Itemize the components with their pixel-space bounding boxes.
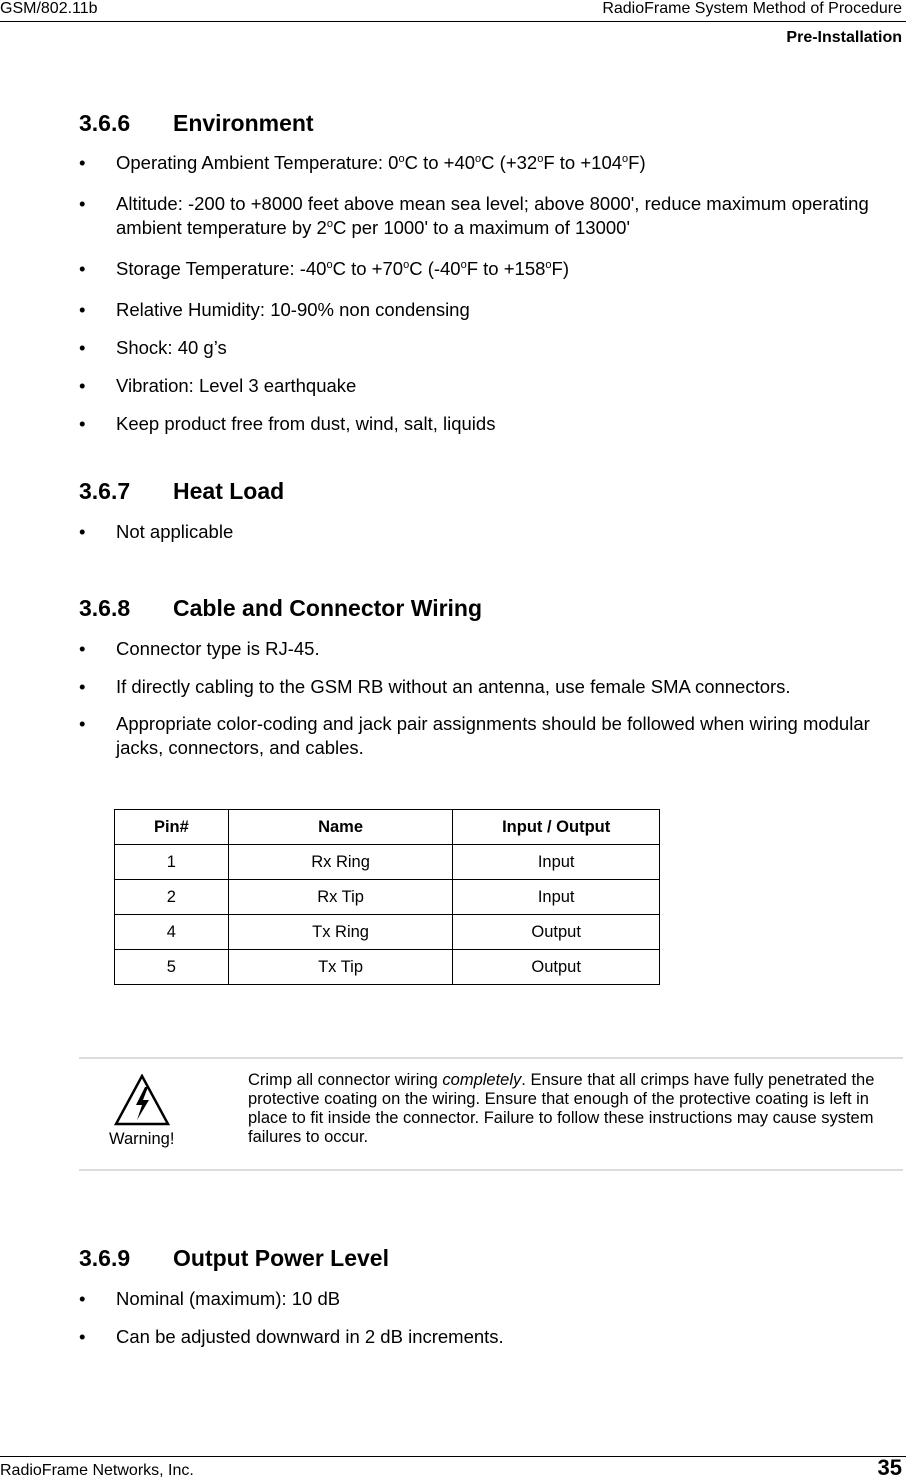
table-cell: 5: [115, 950, 229, 985]
warning-triangle-graphic: [114, 1074, 170, 1126]
footer-divider: [0, 1456, 906, 1457]
bullet: •: [79, 299, 86, 320]
warning-label: Warning!: [109, 1130, 175, 1148]
warning-bottom-rule: [79, 1169, 903, 1171]
list-item: [79, 675, 899, 699]
table-cell: 2: [115, 880, 229, 915]
degree-mark: o: [398, 153, 405, 165]
column-header: Pin#: [115, 810, 229, 845]
degree-mark: o: [545, 259, 552, 271]
table-header-row: [115, 810, 660, 845]
header-doc-id: GSM/802.11b: [0, 0, 98, 17]
item-text: Vibration: Level 3 earthquake: [116, 375, 357, 396]
header-doc-title: RadioFrame System Method of Procedure: [602, 0, 902, 17]
output-power-list: [79, 1287, 899, 1349]
item-text: Operating Ambient Temperature: 0: [116, 152, 399, 173]
header-divider: [0, 21, 906, 22]
item-text: C to +40: [404, 152, 476, 173]
item-text: Connector type is RJ-45.: [116, 638, 320, 659]
item-text: Altitude: -200 to +8000 feet above mean sea level; above 8000', reduce maximum operating ambient temperature by 2: [116, 193, 869, 238]
list-item: [79, 520, 899, 544]
degree-mark: o: [326, 259, 333, 271]
heading-title: Output Power Level: [173, 1245, 389, 1271]
item-text: Appropriate color-coding and jack pair assignments should be followed when wiring modular jacks, connectors, and cables.: [116, 713, 870, 758]
item-text: C (-40: [409, 258, 461, 279]
list-item: [79, 374, 899, 398]
page-number: 35: [877, 1455, 902, 1480]
heading-number: 3.6.8: [79, 595, 131, 621]
table-row: [115, 845, 660, 880]
item-text: C per 1000' to a maximum of 13000': [332, 217, 630, 238]
list-item: [79, 712, 899, 760]
degree-mark: o: [622, 153, 629, 165]
heading-number: 3.6.9: [79, 1245, 131, 1271]
bullet: •: [79, 1326, 86, 1347]
item-text: Storage Temperature: -40: [116, 258, 327, 279]
table-cell: Tx Ring: [228, 915, 453, 950]
item-text: C (+32: [481, 152, 538, 173]
table-cell: 1: [115, 845, 229, 880]
cable-list: [79, 637, 899, 760]
bullet: •: [79, 193, 86, 214]
bullet: •: [79, 713, 86, 734]
item-text: F): [628, 152, 646, 173]
table-cell: 4: [115, 915, 229, 950]
header-section-name: Pre-Installation: [786, 29, 902, 46]
heading-environment: [79, 110, 314, 137]
table-cell: Rx Tip: [228, 880, 453, 915]
bullet: •: [79, 337, 86, 358]
heading-title: Environment: [173, 110, 314, 136]
bullet: •: [79, 1288, 86, 1309]
warning-top-rule: [79, 1057, 903, 1059]
list-item: [79, 192, 899, 243]
table-row: [115, 915, 660, 950]
pin-assignment-table: [114, 809, 660, 985]
column-header: Input / Output: [453, 810, 660, 845]
heading-title: Cable and Connector Wiring: [173, 595, 483, 621]
footer-company: RadioFrame Networks, Inc.: [0, 1462, 194, 1479]
list-item: [79, 637, 899, 661]
heading-number: 3.6.7: [79, 478, 131, 504]
list-item: [79, 412, 899, 436]
warning-message: [248, 1071, 888, 1147]
list-item: [79, 336, 899, 360]
item-text: C to +70: [332, 258, 404, 279]
list-item: [79, 257, 899, 284]
lightning-warning-icon: [114, 1074, 170, 1126]
column-header: Name: [228, 810, 453, 845]
heading-number: 3.6.6: [79, 110, 131, 136]
table-cell: Output: [453, 950, 660, 985]
heading-title: Heat Load: [173, 478, 285, 504]
item-text: F to +158: [466, 258, 546, 279]
heading-heat-load: [79, 478, 284, 505]
heading-output-power: [79, 1245, 389, 1272]
table-cell: Output: [453, 915, 660, 950]
degree-mark: o: [326, 218, 333, 230]
item-text: Nominal (maximum): 10 dB: [116, 1288, 341, 1309]
list-item: [79, 298, 899, 322]
item-text: F): [551, 258, 569, 279]
bullet: •: [79, 638, 86, 659]
list-item: [79, 151, 899, 178]
warning-text: Crimp all connector wiring: [248, 1071, 443, 1089]
bullet: •: [79, 676, 86, 697]
table-row: [115, 880, 660, 915]
item-text: Relative Humidity: 10-90% non condensing: [116, 299, 470, 320]
degree-mark: o: [475, 153, 482, 165]
bullet: •: [79, 521, 86, 542]
bullet: •: [79, 375, 86, 396]
bullet: •: [79, 258, 86, 279]
table-row: [115, 950, 660, 985]
list-item: [79, 1325, 899, 1349]
table-cell: Tx Tip: [228, 950, 453, 985]
table-cell: Rx Ring: [228, 845, 453, 880]
environment-list: [79, 151, 899, 436]
item-text: Shock: 40 g’s: [116, 337, 227, 358]
item-text: Can be adjusted downward in 2 dB increments.: [116, 1326, 504, 1347]
heat-load-list: [79, 520, 899, 544]
bullet: •: [79, 152, 86, 173]
item-text: If directly cabling to the GSM RB without an antenna, use female SMA connectors.: [116, 676, 791, 697]
heading-cable-wiring: [79, 595, 482, 622]
list-item: [79, 1287, 899, 1311]
degree-mark: o: [460, 259, 467, 271]
degree-mark: o: [403, 259, 410, 271]
warning-emphasis: completely: [442, 1071, 522, 1089]
table-cell: Input: [453, 880, 660, 915]
bullet: •: [79, 413, 86, 434]
item-text: Keep product free from dust, wind, salt, liquids: [116, 413, 496, 434]
degree-mark: o: [537, 153, 544, 165]
item-text: Not applicable: [116, 521, 234, 542]
item-text: F to +104: [543, 152, 623, 173]
warning-text: . Ensure that all crimps have fully penetrated the protective coating on the wiring. Ensure that enough of the protective coating is left in place to fit inside the connector. Failure to follow these instructions may cause system failures to occur.: [248, 1071, 875, 1146]
table-cell: Input: [453, 845, 660, 880]
